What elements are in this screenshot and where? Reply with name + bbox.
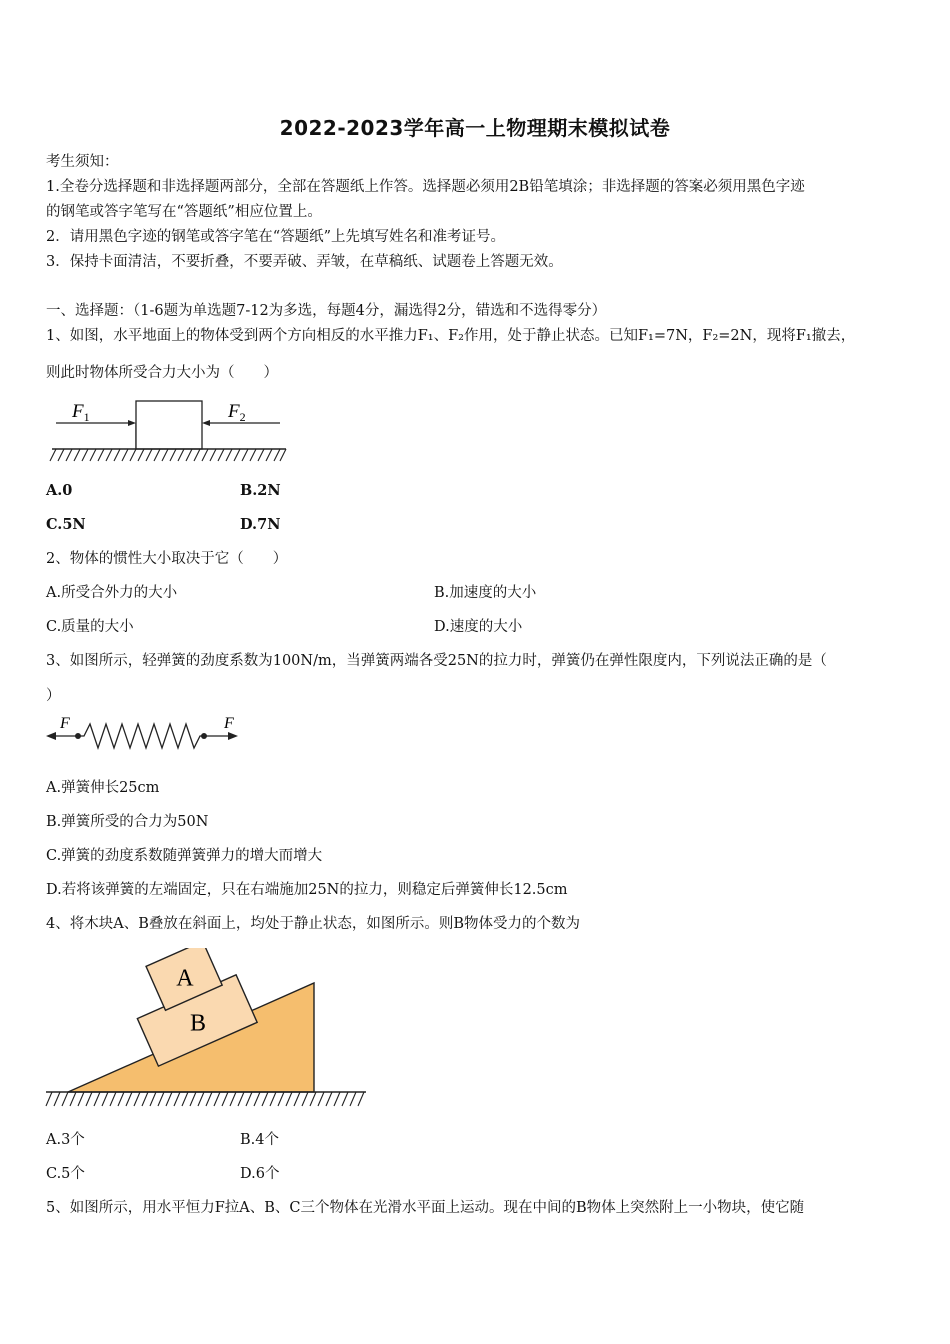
q3-option-c[interactable]: C.弹簧的劲度系数随弹簧弹力的增大而增大 xyxy=(46,848,323,864)
q1-option-d[interactable]: D.7N xyxy=(240,516,281,533)
q2-option-d[interactable]: D.速度的大小 xyxy=(434,619,523,635)
exam-title: 2022-2023学年高一上物理期末模拟试卷 xyxy=(279,116,671,140)
q1-stem-line2: 则此时物体所受合力大小为（ ） xyxy=(46,365,278,381)
q5-stem-line1: 5、如图所示，用水平恒力F拉A、B、C三个物体在光滑水平面上运动。现在中间的B物体上突然附上一小物块，使它随 xyxy=(46,1200,805,1216)
q4-option-a[interactable]: A.3个 xyxy=(46,1132,85,1148)
q4-ground-hatch xyxy=(46,1092,364,1106)
q3-stem-line1: 3、如图所示，轻弹簧的劲度系数为100N/m，当弹簧两端各受25N的拉力时，弹簧仍在弹性限度内，下列说法正确的是（ xyxy=(46,653,827,669)
q4-option-b[interactable]: B.4个 xyxy=(240,1132,279,1148)
q3-left-force-label: F xyxy=(60,715,70,732)
q4-option-d[interactable]: D.6个 xyxy=(240,1166,280,1182)
q3-spring xyxy=(78,724,204,748)
notice-item-1-cont: 的钢笔或答字笔写在“答题纸”相应位置上。 xyxy=(46,204,322,220)
q4-option-c[interactable]: C.5个 xyxy=(46,1166,85,1182)
notice-heading: 考生须知： xyxy=(46,154,119,170)
q1-ground-hatch xyxy=(50,449,286,461)
q2-option-a[interactable]: A.所受合外力的大小 xyxy=(46,585,178,601)
q4-block-a-label: A xyxy=(176,965,194,992)
q3-stem-line2: ） xyxy=(46,688,61,704)
q3-spring-diagram xyxy=(44,712,244,756)
q1-f2-label: $F_2$ xyxy=(228,401,246,424)
q3-left-arrowhead xyxy=(46,732,56,740)
q1-f1-label: $F_1$ xyxy=(72,401,90,424)
q3-option-a[interactable]: A.弹簧伸长25cm xyxy=(46,780,160,796)
q2-option-b[interactable]: B.加速度的大小 xyxy=(434,585,537,601)
q1-force-diagram xyxy=(44,395,294,467)
notice-item-3: 3．保持卡面清洁，不要折叠，不要弄破、弄皱，在草稿纸、试题卷上答题无效。 xyxy=(46,254,563,270)
q1-stem-line1: 1、如图，水平地面上的物体受到两个方向相反的水平推力F₁、F₂作用，处于静止状态。已知F₁=7N，F₂=2N，现将F₁撤去， xyxy=(46,328,856,344)
section-heading: 一、选择题：（1-6题为单选题7-12为多选，每题4分，漏选得2分，错选和不选得零分） xyxy=(46,303,607,319)
q3-option-b[interactable]: B.弹簧所受的合力为50N xyxy=(46,814,209,830)
q1-option-c[interactable]: C.5N xyxy=(46,516,86,533)
q2-option-c[interactable]: C.质量的大小 xyxy=(46,619,134,635)
q2-stem: 2、物体的惯性大小取决于它（ ） xyxy=(46,551,288,567)
notice-item-1: 1.全卷分选择题和非选择题两部分，全部在答题纸上作答。选择题必须用2B铅笔填涂；非选择题的答案必须用黑色字迹 xyxy=(46,179,805,195)
q4-block-b-label: B xyxy=(190,1010,207,1037)
q1-option-b[interactable]: B.2N xyxy=(240,482,281,499)
notice-item-2: 2．请用黑色字迹的钢笔或答字笔在“答题纸”上先填写姓名和准考证号。 xyxy=(46,229,506,245)
q3-option-d[interactable]: D.若将该弹簧的左端固定，只在右端施加25N的拉力，则稳定后弹簧伸长12.5cm xyxy=(46,882,568,898)
q3-right-force-label: F xyxy=(224,715,234,732)
q4-stem: 4、将木块A、B叠放在斜面上，均处于静止状态，如图所示。则B物体受力的个数为 xyxy=(46,916,581,932)
q4-incline-diagram xyxy=(44,948,368,1112)
q3-right-arrowhead xyxy=(228,732,238,740)
q1-option-a[interactable]: A.0 xyxy=(46,482,73,499)
q1-block xyxy=(136,401,202,449)
